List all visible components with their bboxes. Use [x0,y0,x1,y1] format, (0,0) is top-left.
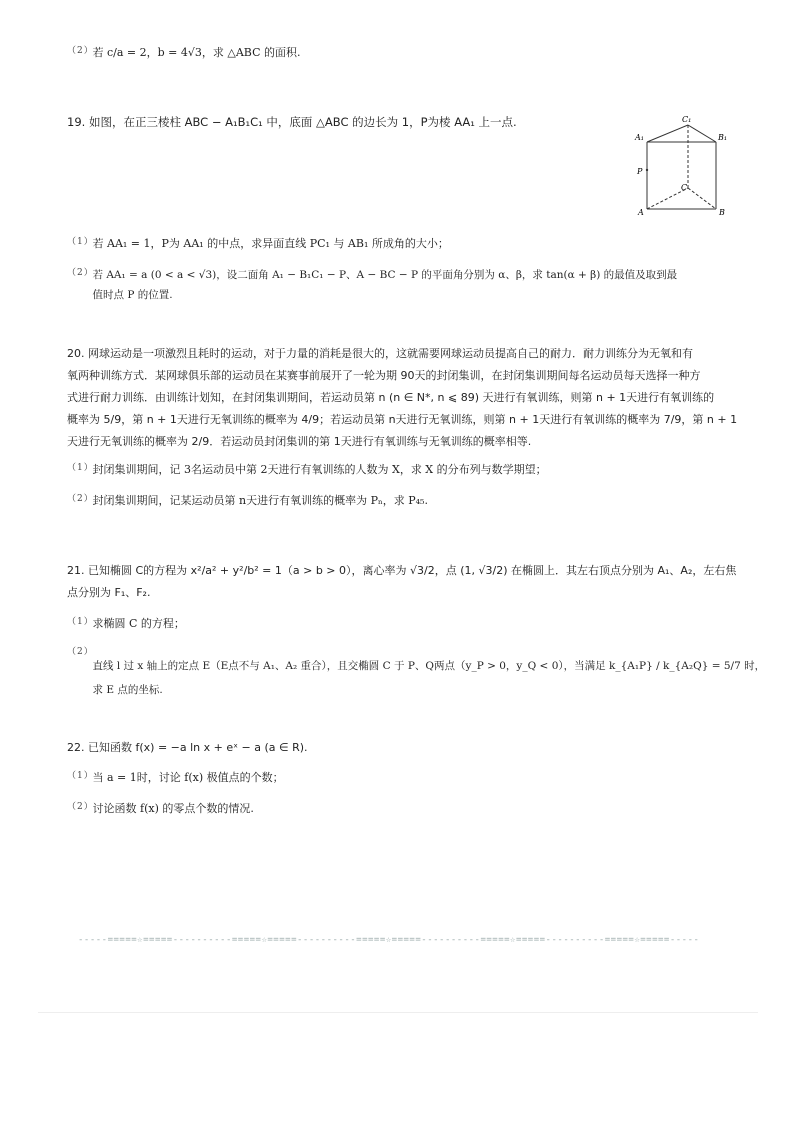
q20-part2-number: （2） [67,494,94,504]
q18-part2 [67,43,300,63]
q20-line3: 式进行耐力训练．由训练计划知，在封闭集训期间，若运动员第 n (n ∈ N*, n ⩽ 89) 天进行有氧训练，则第 n + 1天进行有氧训练的 [67,391,715,404]
q20-part2-text: 封闭集训期间，记某运动员第 n天进行有氧训练的概率为 Pₙ，求 P₄₅. [92,494,428,507]
q21-part2-number: （2） [67,647,94,657]
q21-line1: 21. 已知椭圆 C的方程为 x²/a² + y²/b² = 1（a > b > 0），离心率为 √3/2，点 (1, √3/2) 在椭圆上．其左右顶点分别为 A₁、A₂，左右焦 [67,564,737,577]
label-C1: C₁ [682,115,692,124]
q19-stem: 19. 如图，在正三棱柱 ABC − A₁B₁C₁ 中，底面 △ABC 的边长为 1，P为棱 AA₁ 上一点. [67,115,517,129]
q20-part2 [67,491,428,511]
q21-part2-line1: 直线 l 过 x 轴上的定点 E（E点不与 A₁、A₂ 重合），且交椭圆 C 于 P、Q两点（y_P > 0，y_Q < 0），当满足 k_{A₁P} / k_{A₂Q} = 5/7 时， [92,660,766,672]
q21-stem [67,560,736,604]
q20-part1-number: （1） [67,463,94,473]
label-B: B [719,208,725,217]
q22-part1-text: 当 a = 1时，讨论 f(x) 极值点的个数； [92,771,284,784]
q22-part1 [67,768,284,788]
q21-part2 [67,644,765,702]
q20-line5: 天进行无氧训练的概率为 2/9．若运动员封闭集训的第 1天进行有氧训练与无氧训练的概率相等. [67,435,532,448]
q19-part2 [67,265,677,305]
q21-line2: 点分别为 F₁、F₂. [67,586,151,599]
q19-part1 [67,234,449,254]
q19-part2-line1: 若 AA₁ = a (0 < a < √3)，设二面角 A₁ − B₁C₁ − P、A − BC − P 的平面角分别为 α、β，求 tan(α + β) 的最值及取到最 [92,269,678,281]
q22-part2-number: （2） [67,802,94,812]
q19-part2-line2: 值时点 P 的位置. [92,289,173,301]
q19-part1-text: 若 AA₁ = 1，P为 AA₁ 的中点，求异面直线 PC₁ 与 AB₁ 所成角的大小； [92,237,449,250]
q21-part1-text: 求椭圆 C 的方程； [92,617,185,630]
q21-part1-number: （1） [67,617,94,627]
q18-part2-number: （2） [67,46,94,56]
footer-rule [38,1012,758,1013]
end-separator: -----=====☆=====----------=====☆=====----------=====☆=====----------=====☆=====----------=====☆=====----- [78,935,700,945]
q22-part1-number: （1） [67,771,94,781]
q22-part2-text: 讨论函数 f(x) 的零点个数的情况. [92,802,254,815]
q22-stem: 22. 已知函数 f(x) = −a ln x + eˣ − a (a ∈ R). [67,741,308,754]
q22-part2 [67,799,254,819]
label-P: P [637,167,643,176]
q19-part1-number: （1） [67,237,94,247]
q20-line1: 20. 网球运动是一项激烈且耗时的运动，对于力量的消耗是很大的，这就需要网球运动员提高自己的耐力．耐力训练分为无氧和有 [67,347,693,360]
q21-part2-line2: 求 E 点的坐标. [92,684,163,696]
q20-line2: 氧两种训练方式．某网球俱乐部的运动员在某赛事前展开了一轮为期 90天的封闭集训，在封闭集训期间每名运动员每天选择一种方 [67,369,701,382]
q19-part2-number: （2） [67,268,94,278]
q20-line4: 概率为 5/9，第 n + 1天进行无氧训练的概率为 4/9；若运动员第 n天进行无氧训练，则第 n + 1天进行有氧训练的概率为 7/9，第 n + 1 [67,413,738,426]
q20-part1 [67,460,547,480]
label-C: C [681,183,688,192]
q18-part2-text: 若 c/a = 2，b = 4√3，求 △ABC 的面积. [92,46,301,59]
label-A: A [638,208,644,217]
q21-part1 [67,614,185,634]
label-B1: B₁ [718,133,728,142]
q20-part1-text: 封闭集训期间，记 3名运动员中第 2天进行有氧训练的人数为 X，求 X 的分布列与数学期望； [92,463,547,476]
prism-figure [630,112,730,218]
label-A1: A₁ [635,133,644,142]
q20-stem [67,343,737,453]
